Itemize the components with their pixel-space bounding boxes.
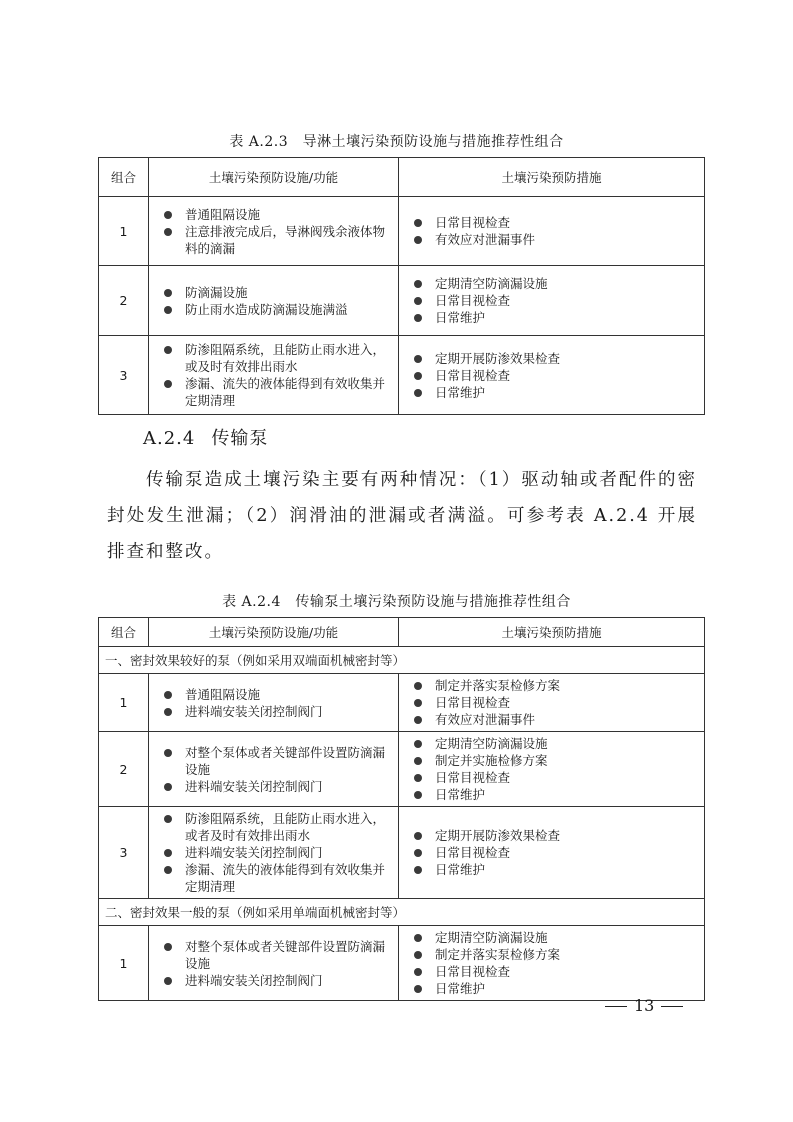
bullet-list [155,284,392,318]
measures-cell [399,674,705,732]
combination-number: 1 [99,674,149,732]
table-header-row [99,618,705,647]
bullet-list [155,810,392,895]
combination-number: 2 [99,732,149,807]
page-number [598,996,688,1015]
facilities-cell [149,926,399,1001]
bullet-item: 日常目视检查 [435,367,698,384]
bullet-item: 对整个泵体或者关键部件设置防滴漏设施 [185,938,392,972]
bullet-item: 定期开展防渗效果检查 [435,350,698,367]
combination-number: 3 [99,807,149,899]
measures-cell [399,807,705,899]
bullet-item: 防滴漏设施 [185,284,392,301]
combination-number: 1 [99,926,149,1001]
bullet-item: 制定并实施检修方案 [435,752,698,769]
bullet-item: 进料端安装关闭控制阀门 [185,778,392,795]
dash-left [605,1006,627,1007]
table-row [99,197,705,266]
bullet-item: 制定并落实泵检修方案 [435,677,698,694]
bullet-item: 日常维护 [435,980,698,997]
facilities-cell [149,674,399,732]
bullet-item: 有效应对泄漏事件 [435,711,698,728]
bullet-item: 普通阻隔设施 [185,206,392,223]
bullet-list [155,686,392,720]
bullet-item: 对整个泵体或者关键部件设置防滴漏设施 [185,744,392,778]
bullet-list [405,275,698,326]
bullet-item: 日常维护 [435,384,698,401]
table-row [99,336,705,415]
bullet-list [405,827,698,878]
bullet-list [155,341,392,409]
bullet-item: 定期清空防滴漏设施 [435,735,698,752]
measures-cell [399,926,705,1001]
measures-cell [399,266,705,336]
bullet-item: 进料端安装关闭控制阀门 [185,972,392,989]
facilities-cell [149,266,399,336]
bullet-item: 定期开展防渗效果检查 [435,827,698,844]
bullet-list [405,350,698,401]
combination-number: 2 [99,266,149,336]
bullet-item: 定期清空防滴漏设施 [435,275,698,292]
bullet-item: 日常目视检查 [435,214,698,231]
bullet-item: 进料端安装关闭控制阀门 [185,844,392,861]
section-number: A.2.4 [143,428,196,449]
table-a23 [98,157,705,415]
bullet-item: 日常维护 [435,786,698,803]
bullet-item: 日常目视检查 [435,292,698,309]
measures-cell [399,732,705,807]
group-header-row [99,899,705,926]
facilities-cell [149,336,399,415]
table-row [99,266,705,336]
header-measures: 土壤污染预防措施 [399,618,705,647]
table-row [99,732,705,807]
section-heading [143,424,268,450]
bullet-item: 日常维护 [435,309,698,326]
bullet-list [405,929,698,997]
header-combination: 组合 [99,618,149,647]
bullet-item: 渗漏、流失的液体能得到有效收集并定期清理 [185,375,392,409]
bullet-item: 制定并落实泵检修方案 [435,946,698,963]
table-row [99,926,705,1001]
page-number-value: 13 [634,996,655,1015]
bullet-list [155,938,392,989]
bullet-item: 有效应对泄漏事件 [435,231,698,248]
bullet-item: 渗漏、流失的液体能得到有效收集并定期清理 [185,861,392,895]
table-a23-caption: 表 A.2.3 导淋土壤污染预防设施与措施推荐性组合 [229,134,564,150]
group-title: 二、密封效果一般的泵（例如采用单端面机械密封等） [99,899,705,926]
header-measures: 土壤污染预防措施 [399,158,705,197]
bullet-list [155,744,392,795]
header-facilities: 土壤污染预防设施/功能 [149,158,399,197]
bullet-item: 普通阻隔设施 [185,686,392,703]
facilities-cell [149,807,399,899]
table-a24 [98,617,705,1001]
group-header-row [99,647,705,674]
combination-number: 3 [99,336,149,415]
group-title: 一、密封效果较好的泵（例如采用双端面机械密封等） [99,647,705,674]
facilities-cell [149,197,399,266]
bullet-item: 日常目视检查 [435,963,698,980]
bullet-item: 定期清空防滴漏设施 [435,929,698,946]
section-title: 传输泵 [211,428,269,449]
section-paragraph: 传输泵造成土壤污染主要有两种情况：（1）驱动轴或者配件的密封处发生泄漏；（2）润滑油的泄漏或者满溢。可参考表 A.2.4 开展排查和整改。 [107,470,697,562]
bullet-item: 防渗阻隔系统，且能防止雨水进入，或者及时有效排出雨水 [185,810,392,844]
bullet-item: 日常目视检查 [435,844,698,861]
table-a24-caption: 表 A.2.4 传输泵土壤污染预防设施与措施推荐性组合 [222,594,571,610]
table-row [99,807,705,899]
measures-cell [399,197,705,266]
bullet-item: 日常维护 [435,861,698,878]
bullet-item: 进料端安装关闭控制阀门 [185,703,392,720]
header-combination: 组合 [99,158,149,197]
table-row [99,674,705,732]
bullet-item: 日常目视检查 [435,694,698,711]
bullet-list [405,677,698,728]
measures-cell [399,336,705,415]
facilities-cell [149,732,399,807]
bullet-item: 防止雨水造成防滴漏设施满溢 [185,301,392,318]
bullet-item: 防渗阻隔系统，且能防止雨水进入，或及时有效排出雨水 [185,341,392,375]
table-header-row [99,158,705,197]
bullet-list [405,735,698,803]
header-facilities: 土壤污染预防设施/功能 [149,618,399,647]
bullet-item: 日常目视检查 [435,769,698,786]
bullet-list [155,206,392,257]
dash-right [661,1006,683,1007]
combination-number: 1 [99,197,149,266]
bullet-list [405,214,698,248]
bullet-item: 注意排液完成后，导淋阀残余液体物料的滴漏 [185,223,392,257]
